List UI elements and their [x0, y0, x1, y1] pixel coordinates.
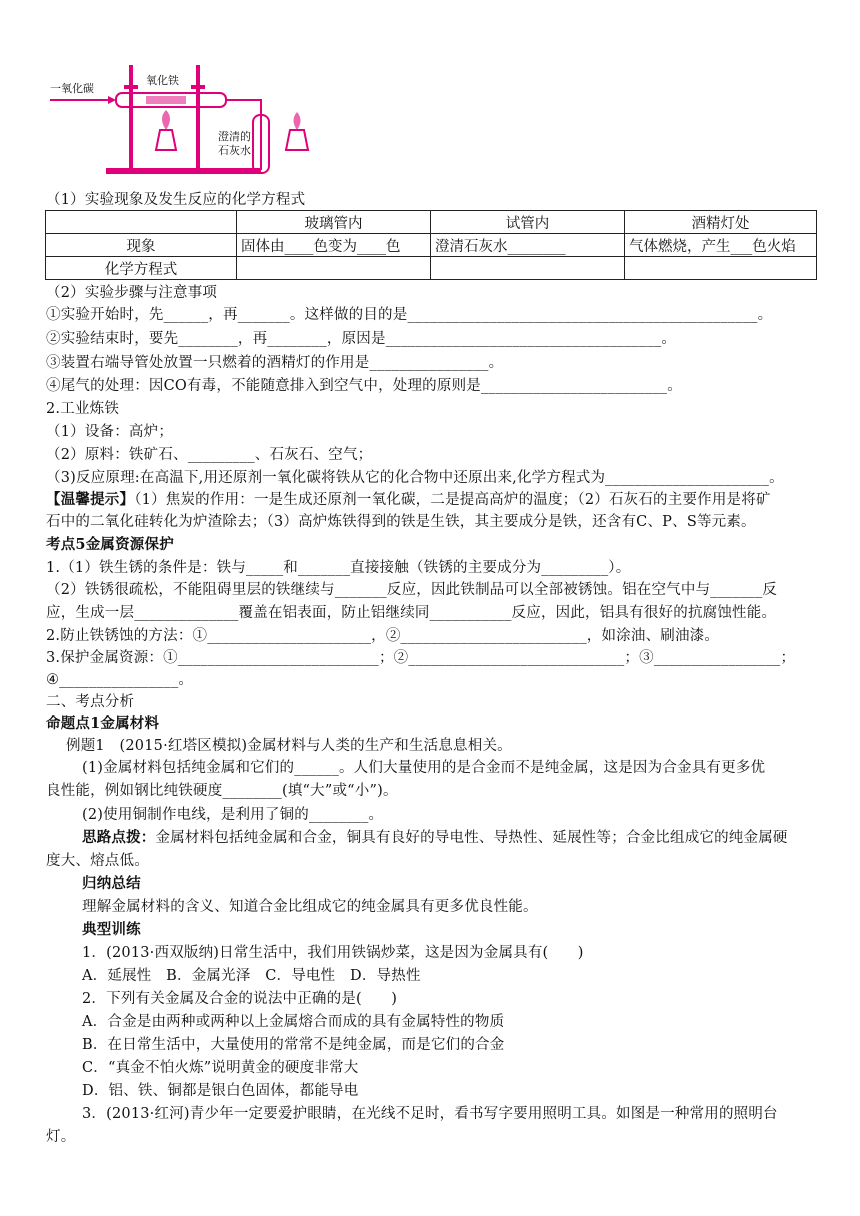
- summary-text: 理解金属材料的含义、知道合金比组成它的纯金属具有更多优良性能。: [82, 899, 538, 915]
- right-stand-rod: [196, 65, 200, 168]
- text-line: 2.工业炼铁: [46, 401, 120, 417]
- tip-line-1: [46, 490, 771, 510]
- hint-line-2: 度大、熔点低。: [46, 853, 149, 869]
- left-stand-rod: [129, 65, 133, 168]
- tail-burner: [286, 130, 308, 150]
- text-line: ②实验结束时，要先________，再________，原因是_____________________________________。: [46, 331, 677, 347]
- question-1: 1．(2013·西双版纳)日常生活中，我们用铁锅炒菜，这是因为金属具有( ): [82, 945, 584, 961]
- tip-label: 【温馨提示】: [46, 491, 135, 508]
- label-limewater-2: 石灰水: [218, 144, 251, 157]
- kp5-heading: 考点5金属资源保护: [46, 536, 174, 553]
- question-2-option-a: A．合金是由两种或两种以上金属熔合而成的具有金属特性的物质: [82, 1014, 505, 1030]
- table-cell: [237, 257, 431, 280]
- label-fe2o3: 氧化铁: [146, 74, 179, 87]
- training-heading: 典型训练: [82, 921, 141, 938]
- co-reduction-apparatus-figure: [46, 60, 321, 190]
- question-2: 2．下列有关金属及合金的说法中正确的是( ): [82, 991, 398, 1007]
- text-line: ①实验开始时，先______，再_______。这样做的目的是_______________________________________________。: [46, 307, 773, 323]
- table-cell: 现象: [46, 234, 237, 257]
- label-limewater-1: 澄清的: [218, 130, 251, 143]
- tip-line-2: 石中的二氧化硅转化为炉渣除去；（3）高炉炼铁得到的铁是生铁，其主要成分是铁，还含有C、P、S等元素。: [46, 514, 756, 530]
- question-3-line-1: 3．(2013·红河)青少年一定要爱护眼睛，在光线不足时，看书写字要用照明工具。如图是一种常用的照明台: [82, 1106, 778, 1122]
- text-line: （1）设备：高炉；: [46, 424, 174, 440]
- question-1-options: A．延展性 B．金属光泽 C．导电性 D．导热性: [82, 968, 421, 984]
- text-line: 应，生成一层______________覆盖在铝表面，防止铝继续同___________反应，因此，铝具有很好的抗腐蚀性能。: [46, 605, 777, 621]
- table-cell: 固体由____色变为____色: [237, 234, 431, 257]
- section1-heading: （1）实验现象及发生反应的化学方程式: [46, 192, 306, 208]
- table-header: 玻璃管内: [237, 211, 431, 234]
- tail-flame-icon: [294, 112, 301, 130]
- example-line: (1)金属材料包括纯金属和它们的______。人们大量使用的是合金而不是纯金属，这是因为合金具有更多优: [82, 760, 766, 776]
- text-line: （3)反应原理:在高温下,用还原剂一氧化碳将铁从它的化合物中还原出来,化学方程式为______________________。: [46, 470, 784, 486]
- table-row: [46, 257, 817, 280]
- table-cell: 澄清石灰水________: [431, 234, 625, 257]
- prop1-heading: 命题点1金属材料: [46, 715, 160, 732]
- text-line: ④尾气的处理：因CO有毒，不能随意排入到空气中，处理的原则是_________________________。: [46, 378, 682, 394]
- hint-text: 金属材料包括纯金属和合金，铜具有良好的导电性、导热性、延展性等；合金比组成它的纯金属硬: [155, 830, 788, 846]
- question-2-option-c: C．“真金不怕火炼”说明黄金的硬度非常大: [82, 1060, 359, 1076]
- table-header-row: [46, 211, 817, 234]
- table-cell: 气体燃烧，产生___色火焰: [625, 234, 817, 257]
- text-line: （2）实验步骤与注意事项: [46, 285, 218, 301]
- text-line: 1.（1）铁生锈的条件是：铁与_____和_______直接接触（铁锈的主要成分为_________）。: [46, 560, 631, 576]
- text-line: 2.防止铁锈蚀的方法：①______________________，②_________________________，如涂油、刷油漆。: [46, 628, 720, 644]
- question-2-option-d: D．铝、铁、铜都是银白色固体，都能导电: [82, 1083, 359, 1099]
- summary-heading: 归纳总结: [82, 875, 141, 892]
- example-line: 良性能，例如钢比纯铁硬度________(填“大”或“小”)。: [46, 783, 398, 799]
- analysis-heading: 二、考点分析: [46, 694, 135, 710]
- alcohol-lamp: [156, 130, 176, 150]
- hint-line-1: [82, 828, 788, 848]
- tip-text: （1）焦炭的作用：一是生成还原剂一氧化碳，二是提高高炉的温度；（2）石灰石的主要作用是将矿: [134, 492, 771, 508]
- hint-label: 思路点拨：: [82, 829, 156, 846]
- example-line: 例题1 (2015·红塔区模拟)金属材料与人类的生产和生活息息相关。: [66, 738, 512, 754]
- table-cell: [431, 257, 625, 280]
- text-line: 3.保护金属资源：①___________________________；②_____________________________；③_________________；: [46, 650, 796, 666]
- text-line: ③装置右端导管处放置一只燃着的酒精灯的作用是________________。: [46, 355, 504, 371]
- text-line: （2）原料：铁矿石、_________、石灰石、空气；: [46, 447, 373, 463]
- iron-oxide-sample: [146, 96, 186, 104]
- table-cell: 化学方程式: [46, 257, 237, 280]
- question-2-option-b: B．在日常生活中，大量使用的常常不是纯金属，而是它们的合金: [82, 1037, 505, 1053]
- example-line: (2)使用铜制作电线，是利用了铜的________。: [82, 807, 384, 823]
- table-header: 试管内: [431, 211, 625, 234]
- table-header: 酒精灯处: [625, 211, 817, 234]
- stand-base: [106, 168, 261, 174]
- label-co: 一氧化碳: [50, 82, 94, 95]
- text-line: ④________________。: [46, 672, 194, 688]
- experiment-table: [45, 210, 817, 280]
- table-cell: [625, 257, 817, 280]
- table-header: [46, 211, 237, 234]
- table-row: [46, 234, 817, 257]
- flame-icon: [162, 110, 170, 130]
- text-line: （2）铁锈很疏松，不能阻碍里层的铁继续与_______反应，因此铁制品可以全部被锈蚀。铝在空气中与_______反: [46, 582, 778, 598]
- question-3-line-2: 灯。: [46, 1129, 76, 1145]
